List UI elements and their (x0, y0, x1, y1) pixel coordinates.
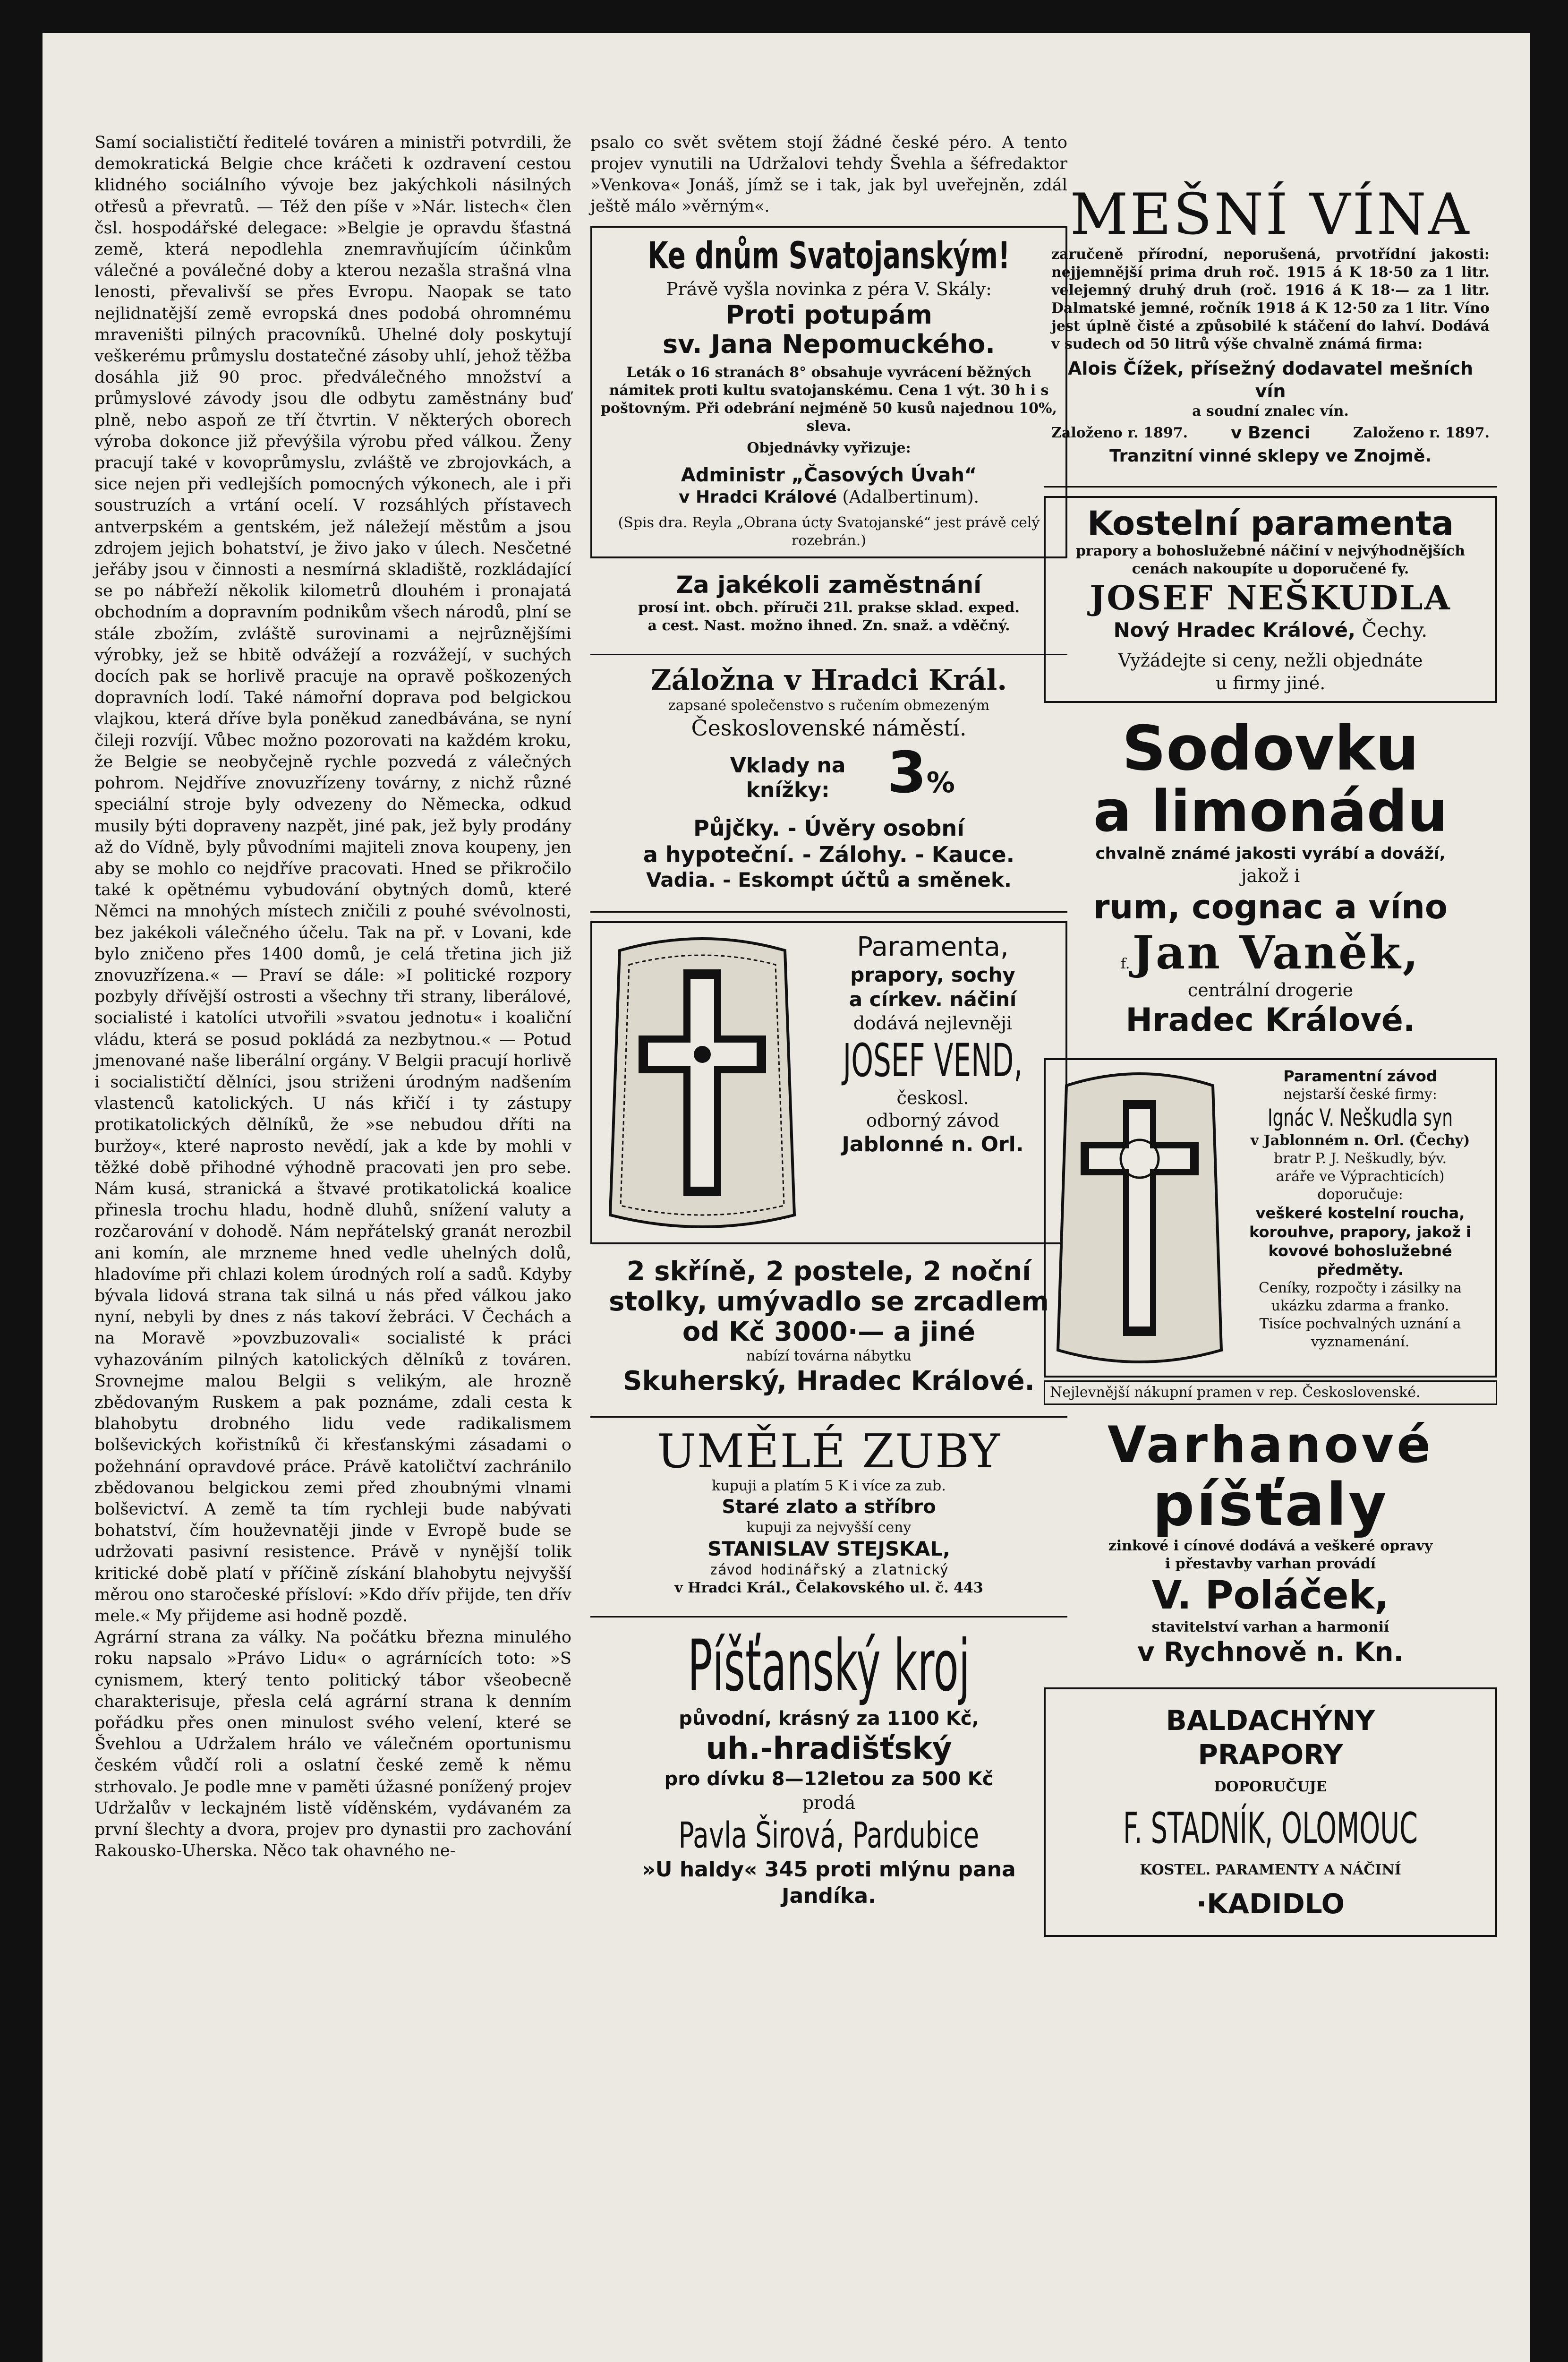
ad-text: dodává nejlevněji (853, 1013, 1013, 1034)
ad-text: v Hradci Král., Čelakovského ul. č. 443 (674, 1580, 983, 1596)
ad-zalozna (590, 664, 1067, 899)
ad-skrine (590, 1257, 1067, 1404)
ad-text: veškeré kostelní roucha, korouhve, prapory, jakož i kovové bohoslužebné předměty. (1249, 1204, 1471, 1279)
ad-text: v Jablonném n. Orl. (Čechy) (1250, 1132, 1470, 1149)
firm-name: F. STADNÍK, OLOMOUC (1123, 1804, 1418, 1853)
ad-text: Leták o 16 stranách 8° obsahuje vyvrácení běžných námitek proti kultu svatojanskému. Cena 1 výt. 30 h i s poštovným. Při odebrání nejméně 50 kusů najednou 10%, sleva. (600, 364, 1057, 435)
ad-text: jakož i (1241, 865, 1300, 886)
ad-text: Nový Hradec Králové, (1113, 618, 1355, 642)
ad-text: Staré zlato a stříbro (722, 1496, 936, 1518)
firm-name: Ignác V. Neškudla syn (1267, 1104, 1453, 1131)
ad-footer-strip: Nejlevnější nákupní pramen v rep. Československé. (1044, 1380, 1497, 1405)
ad-polacek (1044, 1417, 1497, 1675)
ad-text: Čechy. (1362, 618, 1428, 642)
ad-text: Hradec Králové. (1125, 1001, 1415, 1039)
ad-text: chvalně známé jakosti vyrábí a dováží, (1095, 844, 1446, 863)
ad-headline: a limonádu (1093, 779, 1448, 845)
ad-headline: Paramenta, (857, 932, 1009, 962)
ad-text: v Bzenci (1230, 423, 1311, 443)
ad-text: Objednávky vyřizuje: (747, 440, 911, 456)
ad-text: Právě vyšla novinka z péra V. Skály: (666, 279, 992, 300)
ad-text: původní, krásný za 1100 Kč, (679, 1708, 979, 1729)
book-subtitle: sv. Jana Nepomuckého. (663, 329, 995, 359)
ad-text: závod hodinářský a zlatnický (709, 1562, 948, 1578)
article-continuation: psalo co svět světem stojí žádné české péro. A tento projev vynutili na Udržalovi tehdy Švehla a šéfredaktor »Venkova« Jonáš, jímž se i tak, jak byl uveřejněn, zdál ještě málo »věrným«. (590, 133, 1067, 216)
ad-headline: 2 skříně, 2 postele, 2 noční stolky, umývadlo se zrcadlem od Kč 3000·— a jiné (609, 1256, 1049, 1347)
ad-text: Ceníky, rozpočty i zásilky na ukázku zdarma a franko. (1259, 1280, 1462, 1314)
divider (1044, 486, 1497, 488)
ad-text: zinkové i cínové dodává a veškeré opravy (1108, 1538, 1433, 1554)
ad-text: Vklady na knížky: (730, 753, 846, 802)
ad-text: Půjčky. - Úvěry osobní (693, 815, 964, 841)
ad-headline: Varhanové (1107, 1416, 1434, 1474)
interest-rate: 3 (887, 740, 927, 806)
ad-text: odborný závod (866, 1110, 999, 1131)
ad-text: ·KADIDLO (1196, 1888, 1345, 1920)
ad-neskudla-syn (1044, 1058, 1497, 1378)
firm-name: JOSEF NEŠKUDLA (1090, 578, 1451, 617)
ads-column (1044, 132, 1497, 1949)
chasuble-illustration (601, 932, 809, 1234)
ad-text: zapsané společenstvo s ručením obmezeným (668, 697, 990, 714)
newspaper-page (43, 33, 1530, 2362)
ad-vend (590, 921, 1067, 1244)
ad-text: Tranzitní vinné sklepy ve Znojmě. (1109, 446, 1432, 466)
ad-text: a cest. Nast. možno ihned. Zn. snaž. a vděčný. (648, 617, 1010, 634)
ad-text: u firmy jiné. (1215, 673, 1326, 693)
ad-headline: Ke dnům Svatojanským! (648, 235, 1010, 277)
divider (590, 1616, 1067, 1617)
ad-headline: píšťaly (1152, 1471, 1389, 1539)
ad-text: prodá (802, 1792, 856, 1813)
ad-text: Vyžádejte si ceny, nežli objednáte (1118, 650, 1423, 671)
ad-text: bratr P. J. Neškudly, býv. (1273, 1150, 1447, 1167)
ad-kostelni-paramenta (1044, 496, 1497, 703)
firm-name: STANISLAV STEJSKAL, (707, 1537, 950, 1560)
firm-name: JOSEF VEND, (843, 1034, 1023, 1087)
ad-text: (Adalbertinum). (842, 488, 980, 507)
ad-svatojansky (590, 226, 1067, 558)
firm-name: Skuherský, Hradec Králové. (623, 1366, 1035, 1396)
book-title: Proti potupám (725, 300, 932, 330)
ad-text: kupuji a platím 5 K i více za zub. (712, 1478, 946, 1494)
divider (590, 654, 1067, 655)
ad-text: uh.-hradišťský (706, 1731, 952, 1766)
ad-text: a soudní znalec vín. (1192, 403, 1349, 419)
ad-text: Vadia. - Eskompt účtů a směnek. (646, 868, 1012, 891)
article-body (94, 132, 571, 1862)
ad-headline: Záložna v Hradci Král. (650, 664, 1007, 697)
ad-mesni-vina (1044, 132, 1497, 474)
ad-headline: Píšťanský kroj (688, 1625, 970, 1707)
ad-text: zaručeně přírodní, neporušená, prvotřídní jakosti: nejjemnější prima druh roč. 1915 á K 18·50 za 1 litr. velejemný druhý druh (roč. 1916 á K 18·— za 1 litr. Dalmatské jemné, ročník 1918 á K 12·50 za 1 litr. Víno jest úplně čisté a způsobilé k stáčení do lahví. Dodává v sudech od 50 litrů výše chvalně známá firma: (1051, 246, 1490, 352)
ad-text: Tisíce pochvalných uznání a vyznamenání. (1259, 1316, 1461, 1350)
firm-name: Pavla Širová, Pardubice (678, 1814, 980, 1856)
ad-text: českosl. (896, 1087, 969, 1108)
ad-text: cenách nakoupíte u doporučené fy. (1132, 561, 1409, 577)
ad-headline: PRAPORY (1198, 1738, 1343, 1771)
interest-rate-unit: % (926, 766, 955, 799)
ad-text: Jablonné n. Orl. (842, 1132, 1024, 1156)
ad-kroj (590, 1626, 1067, 1916)
ad-headline: Kostelní paramenta (1087, 504, 1454, 543)
firm-name: V. Poláček, (1151, 1573, 1389, 1618)
chasuble-icon (1052, 1067, 1227, 1369)
ad-text: Založeno r. 1897. (1051, 425, 1188, 441)
firm-name: Alois Čížek, přísežný dodavatel mešních vín (1067, 358, 1474, 402)
ad-text: prosí int. obch. příruči 21l. prakse sklad. exped. (638, 599, 1020, 616)
ad-text: Československé náměstí. (691, 715, 967, 741)
ad-text: doporučuje: (1317, 1186, 1403, 1203)
ad-vanek (1044, 712, 1497, 1046)
ad-text: v Rychnově n. Kn. (1137, 1637, 1404, 1668)
ad-text: a hypoteční. - Zálohy. - Kauce. (643, 842, 1015, 867)
ad-text: f. (1120, 956, 1130, 972)
ad-text: (Spis dra. Reyla „Obrana úcty Svatojanské“ jest právě celý rozebrán.) (618, 514, 1040, 549)
article-paragraph: Agrární strana za války. Na počátku března minulého roku napsalo »Právo Lidu« o agrárnících toto: »S cynismem, který tento politický tábor všeobecně charakterisuje, přesla celá agrární strana k denním pořádku přes onen minulost svého velení, které se Švehlou a Udržalem hrálo ve válečném oportunismu českém vůdčí roli a oslatní české země k němu strhovalo. Je podle mne v paměti úžasné ponížený projev Udržalův v leckajném listě víděnském, vydávaném za první šlechty a dvora, projev pro dynastii pro zachování Rakousko-Uherska. Něco tak ohavného ne- (94, 1628, 571, 1861)
ad-text: rum, cognac a víno (1093, 888, 1448, 926)
middle-column (590, 132, 1067, 1928)
article-paragraph: Samí socialističtí ředitelé továren a ministři potvrdili, že demokratická Belgie chce kráčeti k ozdravení cestou klidného sociálního vývoje bez jakýchkoli násilných otřesů a převratů. — Též den píše v »Nár. listech« člen čsl. hospodářské delegace: »Belgie je opravdu šťastná země, která nepodlehla znemravňujícím účinkům válečné a poválečné doby a kterou nezašla strašná vlna lenosti, převalivší se přes Evropu. Naopak se tato nejlidnatější země evropská dnes podobá ohromnému mraveništi pilných pracovníků. Uhelné doly poskytují veškerému průmyslu dostatečné zásoby uhlí, jehož těžba dosáhla již 90 proc. předválečného množství a průmyslové závody jsou dle odbytu zaměstnány buď plně, nebo aspoň ze tří čtvrtin. V některých oborech výroba dokonce již převýšila výrobu před válkou. Ženy pracují také v kovoprůmyslu, zvláště ve zbrojovkách, a sice nejen při vedlejších pomocných výkonech, ale i při soustruzích a vrtání ocelí. V rozsáhlých přístavech antverpském a gentském, jež náležejí městům a jsou zdrojem jejich bohatství, je živo jako v úlech. Nesčetné jeřáby jsou v činnosti a nesmírná skladiště, rozkládající se po nábřeží několik kilometrů dlouhém i pronajatá obchodním a dopravním podnikům všech národů, plní se stále zbožím, zvláště surovinami a nejrůznějšími výrobky, jež se hbitě odvážejí a rozvážejí, v suchých docích pak se horlivě pracuje na opravě poškozených dopravních lodí. Také námořní doprava pod belgickou vlajkou, která dříve byla poněkud zanedbávána, se nyní čileji rozvíjí. Vůbec možno pozorovati na každém kroku, že Belgie se neobyčejně rychle pozvedá z válečných pohrom. Nejdříve znovuzřízeny továrny, z nichž různé speciální stroje byly odvezeny do Německa, odkud musily býti dopraveny nazpět, jiné pak, jež byly prodány až do Vídně, byly původními majiteli znova koupeny, jen aby se mohlo co nejdříve pracovati. Hned se přikročilo také k opětnému vybudování obytných domů, které Němci na mnohých místech zničili z pouhé svévolnosti, bez jakékoli válečného účelu. Tak na př. v Lovani, kde bylo zničeno přes 1400 domů, je celá třetina jich již znovuzřízena.« — Praví se dále: »I politické rozpory pozbyly dřívější ostrosti a všechny tři strany, liberálové, socialisté i katolíci utvořili »svatou jednotu« i koaliční vládu, která se posud pokládá za nezbytnou.« — Potud jmenované naše liberální orgány. V Belgii pracují horlivě i socialističtí dělníci, jsou striženi úrodným nadšením vlastenců katolických. U nás křičí i ty zástupy protikatolických dělníků, že »se nebudou dříti na buržoy«, které naprosto nevědí, jak a kde by mohli v těžké době přihodné výhodně pracovati jen pro sebe. Nám kusá, stranická a štvavé protikatolická koalice přinesla trochu hladu, hodně dluhů, snížení valuty a rozčarování v dohodě. Nám nepřátelský granát nerozbil ani komín, ale mrzneme hned vedle uhelných dolů, hladovíme při chlazi kolem úrodných rolí a sadů. Kdyby bývala lidová strana tak silná u nás před válkou jako nyní, nebyli by dnes z nás takoví žebráci. V Čechách a na Moravě »povzbuzovali« socialisté k práci vyhazováním pilných katolických dělníků z továren. Srovnejme malou Belgii s velikým, ale hrozně zbědovaným Ruskem a pak poznáme, zdali cesta k blahobytu drobného lidu vede radikalismem bolševických kořistníků či křesťanskými zásadami o požehnání opravdové práce. Právě katoličtví zachránilo zbědovanou belgickou zemi před zhoubnými vlnami bolševictví. A země ta tím rychleji bude nabývati bohatství, čím houževnatěji jinde v Evropě bude se udržovati pasivní resistence. Právě v nynější tolik kritické době platí v příčině získání blahobytu nejvyšší měrou ono staročeské přísloví: »Kdo dřív přijde, ten dřív mele.« My přijdeme asi hodně pozdě. (94, 133, 571, 1626)
chasuble-icon (601, 932, 804, 1234)
ad-text: a církev. náčiní (849, 988, 1017, 1011)
ad-text: kupuji za nejvyšší ceny (746, 1519, 912, 1536)
ad-text: »U haldy« 345 proti mlýnu pana Jandíka. (642, 1857, 1016, 1908)
chasuble-illustration (1052, 1067, 1232, 1369)
ad-text: nabízí továrna nábytku (746, 1348, 912, 1364)
ad-headline: Sodovku (1122, 712, 1419, 784)
ad-text: KOSTEL. PARAMENTY A NÁČINÍ (1140, 1862, 1401, 1878)
ad-headline: UMĚLÉ ZUBY (657, 1425, 1001, 1479)
ad-text: stavitelství varhan a harmonií (1151, 1619, 1389, 1635)
ad-stadnik (1044, 1687, 1497, 1937)
ad-text: nejstarší české firmy: (1283, 1086, 1437, 1103)
ad-zuby (590, 1426, 1067, 1604)
ad-text: v Hradci Králové (678, 488, 837, 507)
ad-text: pro dívku 8—12letou za 500 Kč (664, 1768, 994, 1790)
ad-headline: MEŠNÍ VÍNA (1070, 182, 1471, 248)
ad-text: prapory, sochy (850, 963, 1015, 986)
ad-text: i přestavby varhan provádí (1165, 1556, 1376, 1572)
ad-text: centrální drogerie (1187, 980, 1354, 1001)
ad-text: DOPORUČUJE (1214, 1779, 1327, 1795)
ad-headline: Paramentní závod (1283, 1067, 1437, 1085)
ad-text: Založeno r. 1897. (1353, 425, 1490, 441)
article-column (94, 132, 571, 1862)
ad-text: aráře ve Výprachticích) (1276, 1168, 1445, 1185)
ad-zamestnani (590, 571, 1067, 642)
ad-text: prapory a bohoslužebné náčiní v nejvýhodnějších (1075, 543, 1466, 559)
firm-name: Jan Vaněk, (1132, 926, 1421, 979)
ad-headline: BALDACHÝNY (1166, 1704, 1375, 1737)
divider (590, 1416, 1067, 1418)
ad-headline: Za jakékoli zaměstnání (676, 571, 982, 599)
ad-text: Administr „Časových Úvah“ (681, 464, 977, 486)
divider (590, 911, 1067, 913)
